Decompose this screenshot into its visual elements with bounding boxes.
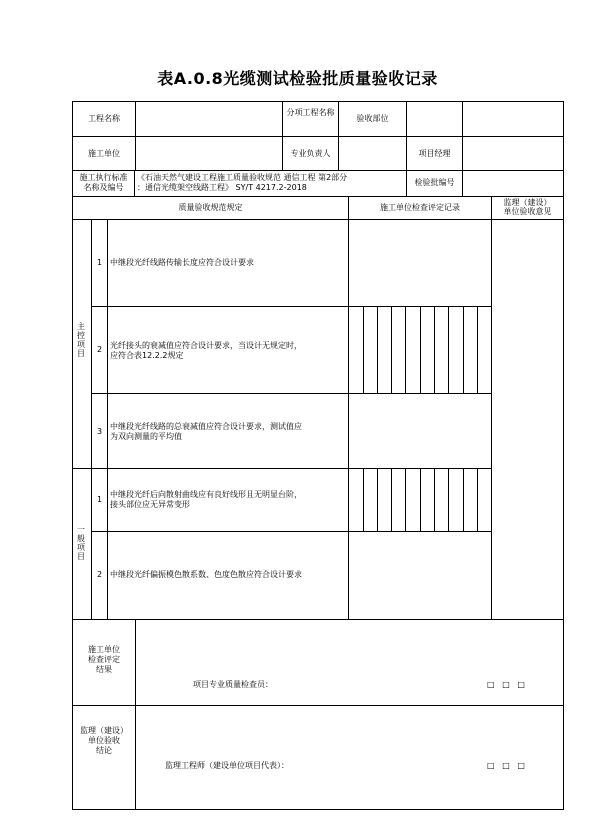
grid-line [391,306,392,394]
grid-line [420,468,421,532]
standard-label-line2: 名称及编号 [83,183,124,192]
construction-result-label-line1: 施工单位 [88,645,120,654]
grid-line [377,306,378,394]
grid-line [363,468,364,532]
col-line [135,101,136,171]
quality-inspector-signature: 项目专业质量检查员： [193,680,273,689]
acceptance-part-label: 验收部位 [356,114,389,123]
standard-value-line1: 《石油天然气建设工程施工质量验收规范 通信工程 第2部分 [137,173,348,182]
conclusion-checkboxes[interactable]: □ □ □ [487,761,525,770]
column-supervision-header-line1: 监理（建设） [503,198,552,207]
grid-line [463,468,464,532]
col-line [107,219,108,619]
border-right [563,101,564,810]
main-item-3-text-line1: 中继段光纤线路的总衰减值应符合设计要求，测试值应 [110,422,302,431]
grid-line [391,468,392,532]
grid-line [448,468,449,532]
column-spec-header: 质量验收规范规定 [178,203,243,212]
row-line [72,705,564,706]
grid-line [405,468,406,532]
main-item-1-number: 1 [96,258,103,267]
col-line [134,170,135,197]
row-line [91,306,492,307]
row-line [72,619,564,620]
project-manager-label: 项目经理 [418,149,451,158]
grid-line [477,468,478,532]
main-item-2-text-line1: 光纤接头的衰减值应符合设计要求，当设计无规定时， [110,341,302,350]
grid-line [405,306,406,394]
border-bottom [72,809,564,810]
batch-no-label: 检验批编号 [414,178,455,187]
general-item-1-number: 1 [96,495,103,504]
main-item-1-text: 中继段光纤线路传输长度应符合设计要求 [110,258,254,267]
grid-line [434,468,435,532]
supervision-result-label-line1: 监理（建设） [80,726,128,735]
construction-unit-label: 施工单位 [88,149,120,158]
grid-line [377,468,378,532]
grid-line [434,306,435,394]
grid-line [363,306,364,394]
sub-project-label: 分项工程名称 [286,108,335,117]
construction-result-label-line3: 结果 [96,665,112,674]
main-item-3-number: 3 [96,427,103,436]
general-item-2-number: 2 [96,570,103,579]
supervision-result-label-line3: 结论 [96,746,112,755]
row-line [72,468,492,469]
col-line [91,219,92,619]
standard-label-line1: 施工执行标准 [79,173,128,182]
grid-line [477,306,478,394]
construction-result-label-line2: 检查评定 [88,655,120,664]
general-item-2-text: 中继段光纤偏振模色散系数、色度色散应符合设计要求 [110,570,302,579]
main-item-3-text-line2: 为双向测量的平均值 [110,432,182,441]
supervision-engineer-signature: 监理工程师（建设单位项目代表）： [165,761,289,770]
border-top [72,101,564,102]
column-inspection-header: 施工单位检查评定记录 [380,203,460,212]
row-line [91,393,492,394]
column-supervision-header-line2: 单位验收意见 [503,207,552,216]
col-line [491,196,492,619]
row-line [72,170,564,171]
general-item-1-text-line1: 中继段光纤后向散射曲线应有良好线形且无明显台阶， [110,490,302,499]
general-label: 一般项目 [77,525,85,561]
professional-lead-label: 专业负责人 [290,149,331,158]
grid-line [448,306,449,394]
supervision-result-label-line2: 单位验收 [88,736,120,745]
main-item-2-number: 2 [96,345,103,354]
project-name-label: 工程名称 [88,114,120,123]
col-line [135,619,136,810]
col-line [338,101,339,171]
grid-line [420,306,421,394]
main-item-2-text-line2: 应符合表12.2.2规定 [110,351,184,360]
col-line [348,196,349,619]
grid-line [463,306,464,394]
row-line [91,531,492,532]
col-line [462,101,463,197]
row-line [72,136,564,137]
result-checkboxes[interactable]: □ □ □ [487,680,525,689]
general-item-1-text-line2: 接头部位应无异常变形 [110,500,190,509]
page-title: 表A.0.8光缆测试检验批质量验收记录 [157,69,438,88]
standard-value-line2: ：通信光缆架空线路工程》 SY/T 4217.2-2018 [137,183,307,192]
main-control-label: 主控项目 [77,322,85,358]
